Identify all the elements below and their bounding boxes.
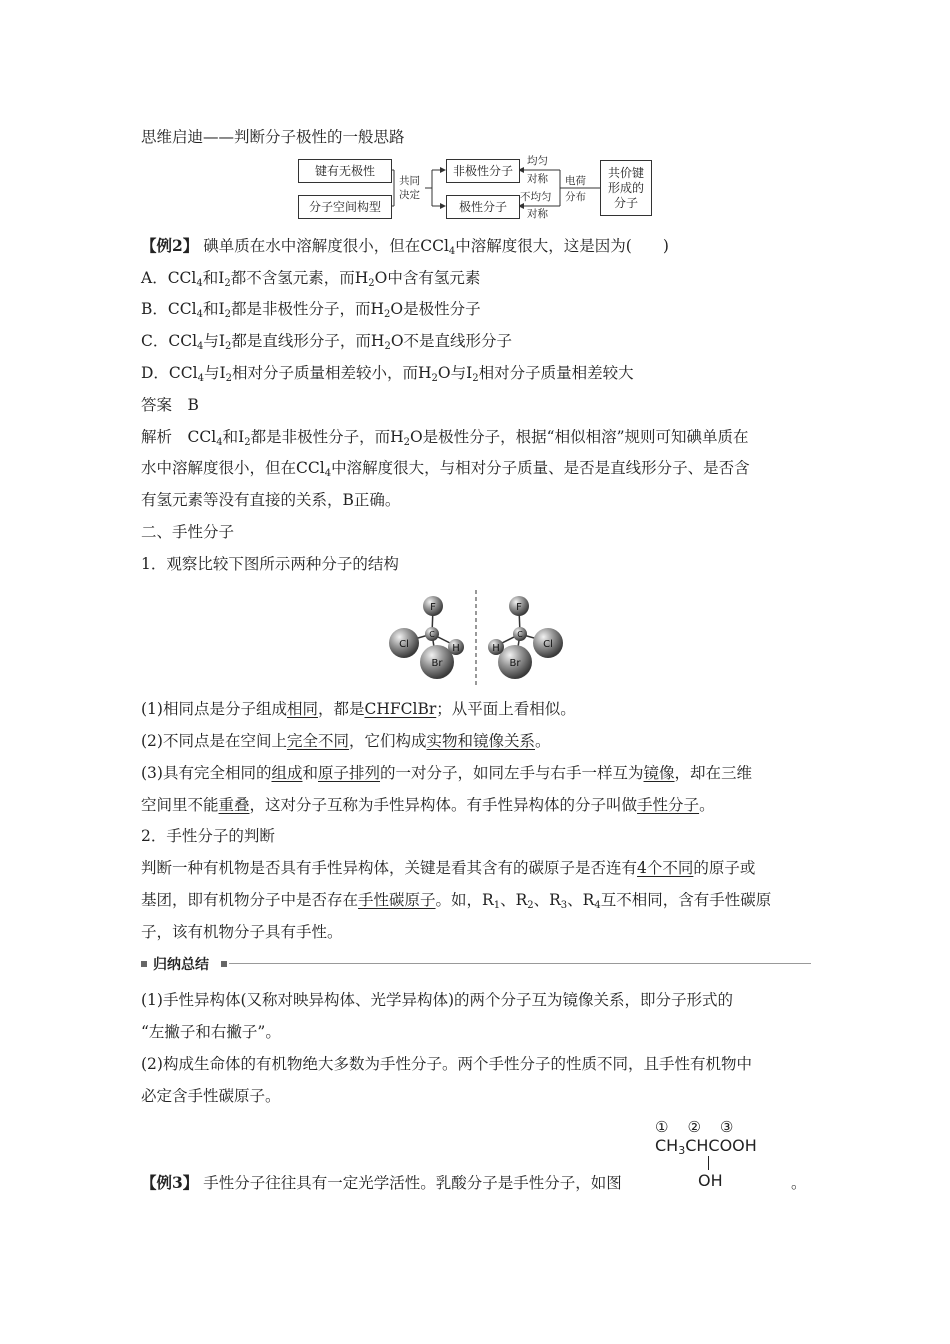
point-1: (1)相同点是分子组成相同，都是CHFClBr；从平面上看相似。 bbox=[141, 700, 576, 718]
item2-heading: 2．手性分子的判断 bbox=[141, 827, 275, 845]
item1-heading: 1．观察比较下图所示两种分子的结构 bbox=[141, 555, 399, 573]
bond-polarity-box: 键有无极性 bbox=[298, 159, 392, 183]
chiral-molecules-figure bbox=[0, 590, 950, 690]
summary-rule bbox=[229, 963, 811, 964]
symmetric-label-1: 均匀 bbox=[527, 155, 548, 167]
svg-text:Br: Br bbox=[431, 658, 443, 669]
example2-question: 【例2】 碘单质在水中溶解度很小，但在CCl$_4$中溶解度很大，这是因为( ) bbox=[141, 236, 669, 257]
svg-text:F: F bbox=[430, 602, 436, 613]
option-b: B．CCl$_4$和$I_2$都是非极性分子，而$H_2O$是极性分子 bbox=[141, 300, 481, 320]
svg-text:Cl: Cl bbox=[543, 639, 553, 650]
option-c: C．CCl$_4$与$I_2$都是直线形分子，而$H_2O$不是直线形分子 bbox=[141, 332, 513, 352]
summary-2b: 必定含手性碳原子。 bbox=[141, 1087, 281, 1105]
symmetric-label-2: 对称 bbox=[527, 173, 548, 185]
formula-hydroxyl: OH bbox=[698, 1171, 723, 1190]
point-3a: (3)具有完全相同的组成和原子排列的一对分子，如同左手与右手一样互为镜像，却在三维 bbox=[141, 764, 753, 782]
formula-position-marks: ① ② ③ bbox=[655, 1118, 736, 1136]
left-molecule bbox=[389, 596, 464, 679]
joint-label-1: 共同 bbox=[399, 175, 420, 187]
lactic-acid-formula: $CH_3CHCOOH$ bbox=[655, 1136, 757, 1157]
judge-line-1: 判断一种有机物是否具有手性异构体，关键是看其含有的碳原子是否连有4个不同的原子或 bbox=[141, 859, 756, 877]
example2-label: 【例2】 bbox=[141, 236, 199, 255]
nonpolar-molecule-box: 非极性分子 bbox=[446, 159, 520, 183]
judge-line-2: 基团，即有机物分子中是否存在手性碳原子。如，$R_1$、$R_2$、$R_3$、$R_4$互不相同，含有手性碳原 bbox=[141, 891, 772, 911]
formula-bond bbox=[708, 1156, 709, 1170]
joint-label-2: 决定 bbox=[399, 189, 420, 201]
option-a: A．CCl$_4$和$I_2$都不含氢元素，而$H_2O$中含有氢元素 bbox=[141, 269, 481, 289]
right-molecule bbox=[488, 596, 563, 679]
point-2: (2)不同点是在空间上完全不同，它们构成实物和镜像关系。 bbox=[141, 732, 551, 750]
summary-1b: “左撇子和右撇子”。 bbox=[141, 1023, 281, 1041]
polar-molecule-box: 极性分子 bbox=[446, 195, 520, 219]
molecular-geometry-box: 分子空间构型 bbox=[298, 195, 392, 219]
summary-2a: (2)构成生命体的有机物绝大多数为手性分子。两个手性分子的性质不同，且手性有机物中 bbox=[141, 1055, 752, 1073]
intro-title: 思维启迪——判断分子极性的一般思路 bbox=[141, 128, 405, 146]
point-3b: 空间里不能重叠，这对分子互称为手性异构体。有手性异构体的分子叫做手性分子。 bbox=[141, 796, 715, 814]
charge-label-2: 分布 bbox=[565, 191, 586, 203]
section-heading: 二、手性分子 bbox=[141, 523, 235, 541]
example2-analysis-3: 有氢元素等没有直接的关系，B正确。 bbox=[141, 491, 401, 509]
summary-title: 归纳总结 bbox=[153, 957, 209, 973]
svg-text:F: F bbox=[516, 602, 522, 613]
summary-left-marker bbox=[141, 961, 147, 967]
charge-label-1: 电荷 bbox=[565, 175, 586, 187]
example2-analysis-1: 解析 CCl$_4$和$I_2$都是非极性分子，而$H_2O$是极性分子，根据“相似相溶”规则可知碘单质在 bbox=[141, 428, 749, 448]
option-d: D．CCl$_4$与$I_2$相对分子质量相差较小，而$H_2O$与$I_2$相对分子质量相差较大 bbox=[141, 364, 634, 384]
svg-text:H: H bbox=[492, 643, 500, 654]
svg-text:C: C bbox=[517, 630, 523, 639]
example2-analysis-2: 水中溶解度很小，但在CCl$_4$中溶解度很大，与相对分子质量、是否是直线形分子、是否含 bbox=[141, 459, 750, 479]
svg-text:H: H bbox=[452, 643, 460, 654]
example3-question: 【例3】 手性分子往往具有一定光学活性。乳酸分子是手性分子，如图 bbox=[141, 1173, 622, 1192]
judge-line-3: 子，该有机物分子具有手性。 bbox=[141, 923, 343, 941]
covalent-molecule-box: 共价键形成的分子 bbox=[600, 160, 652, 216]
summary-right-marker bbox=[221, 961, 227, 967]
example2-answer: 答案 B bbox=[141, 396, 199, 414]
summary-header bbox=[141, 954, 811, 974]
example3-label: 【例3】 bbox=[141, 1173, 199, 1192]
summary-1a: (1)手性异构体(又称对映异构体、光学异构体)的两个分子互为镜像关系，即分子形式的 bbox=[141, 991, 734, 1009]
asymmetric-label-1: 不均匀 bbox=[520, 191, 552, 203]
svg-text:Br: Br bbox=[509, 658, 521, 669]
example3-end: 。 bbox=[791, 1174, 807, 1192]
asymmetric-label-2: 对称 bbox=[527, 208, 548, 220]
svg-text:Cl: Cl bbox=[399, 639, 409, 650]
svg-text:C: C bbox=[429, 630, 435, 639]
